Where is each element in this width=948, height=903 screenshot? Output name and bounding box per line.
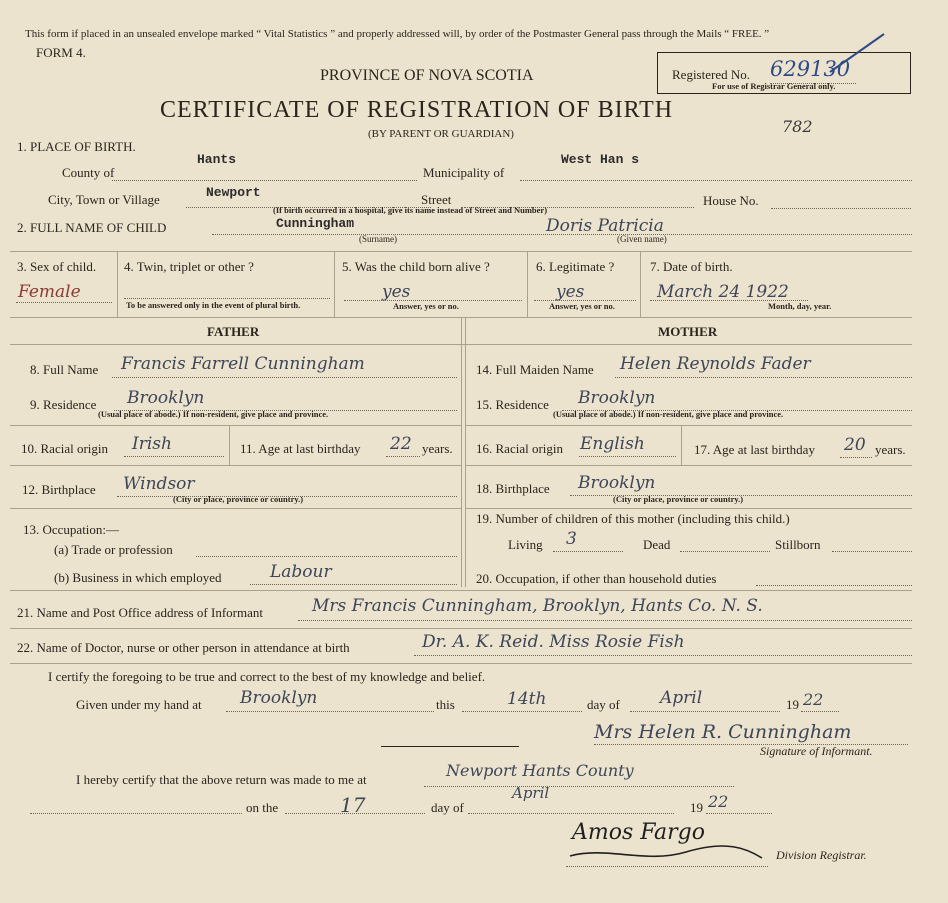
date-value: March 24 1922: [657, 282, 789, 302]
father-racial-value: Irish: [132, 434, 172, 454]
certify-day-of-label: day of: [587, 697, 620, 712]
mother-residence-label: 15. Residence: [476, 397, 549, 412]
surname-note: (Surname): [359, 234, 397, 244]
child-surname: Cunningham: [276, 216, 355, 231]
registered-number: 629130: [770, 57, 851, 81]
mother-age-unit: years.: [875, 442, 906, 457]
father-birthplace-value: Windsor: [123, 474, 195, 494]
father-business-label: (b) Business in which employed: [54, 570, 222, 585]
certify-statement: I certify the foregoing to be true and correct to the best of my knowledge and belief.: [48, 669, 486, 684]
registrar-statement: I hereby certify that the above return was made to me at: [76, 772, 367, 787]
informant-signature-label: Signature of Informant.: [760, 744, 873, 758]
father-residence-value: Brooklyn: [127, 388, 205, 408]
registered-label: Registered No.: [672, 67, 750, 82]
check-stroke-icon: [826, 30, 888, 76]
mother-racial-value: English: [580, 434, 645, 454]
house-label: House No.: [703, 193, 759, 208]
doctor-value: Dr. A. K. Reid. Miss Rosie Fish: [422, 632, 685, 652]
doctor-label: 22. Name of Doctor, nurse or other person in attendance at birth: [17, 640, 350, 655]
street-label: Street: [421, 192, 452, 207]
father-birthplace-label: 12. Birthplace: [22, 482, 96, 497]
mother-birthplace-value: Brooklyn: [578, 473, 656, 493]
city-value: Newport: [206, 185, 261, 200]
father-age-unit: years.: [422, 441, 453, 456]
certify-day-value: 14th: [507, 689, 547, 709]
mother-heading: MOTHER: [658, 324, 718, 339]
mother-birthplace-label: 18. Birthplace: [476, 481, 550, 496]
province-heading: PROVINCE OF NOVA SCOTIA: [320, 67, 534, 84]
certify-year-prefix: 19: [786, 697, 799, 712]
child-name-label: 2. FULL NAME OF CHILD: [17, 220, 167, 235]
mother-children-label: 19. Number of children of this mother (including this child.): [476, 511, 790, 526]
father-trade-label: (a) Trade or profession: [54, 542, 173, 557]
legitimate-note: Answer, yes or no.: [549, 301, 615, 311]
alive-note: Answer, yes or no.: [393, 301, 459, 311]
mail-notice: This form if placed in an unsealed envelope marked “ Vital Statistics ” and properly addressed will, by order of the Postmaster General pass through the Mails “ FREE. ”: [25, 28, 770, 40]
father-residence-label: 9. Residence: [30, 397, 97, 412]
given-place-value: Brooklyn: [240, 688, 318, 708]
city-label: City, Town or Village: [48, 192, 160, 207]
mother-name-label: 14. Full Maiden Name: [476, 362, 594, 377]
registrar-month-value: April: [512, 784, 550, 802]
registrar-place-value: Newport Hants County: [446, 761, 634, 780]
informant-label: 21. Name and Post Office address of Informant: [17, 605, 263, 620]
father-occupation-label: 13. Occupation:—: [23, 522, 120, 537]
registrar-signature: Amos Fargo: [572, 820, 706, 845]
father-birthplace-note: (City or place, province or country.): [173, 494, 304, 504]
mother-residence-value: Brooklyn: [578, 388, 656, 408]
sex-value: Female: [18, 282, 81, 302]
certificate-subtitle: (BY PARENT OR GUARDIAN): [368, 128, 514, 140]
child-given-name: Doris Patricia: [546, 216, 664, 236]
registrar-note: For use of Registrar General only.: [712, 81, 836, 91]
certificate-title: CERTIFICATE OF REGISTRATION OF BIRTH: [160, 97, 674, 123]
mother-age-label: 17. Age at last birthday: [694, 442, 815, 457]
father-age-label: 11. Age at last birthday: [240, 441, 361, 456]
mother-occupation-label: 20. Occupation, if other than household duties: [476, 571, 717, 586]
mother-birthplace-note: (City or place, province or country.): [613, 494, 744, 504]
registrar-day-value: 17: [340, 793, 366, 817]
father-age-value: 22: [390, 434, 412, 454]
registrar-year-prefix: 19: [690, 800, 703, 815]
informant-signature: Mrs Helen R. Cunningham: [594, 721, 852, 743]
registrar-year-value: 22: [708, 792, 729, 811]
legitimate-value: yes: [556, 282, 585, 302]
county-label: County of: [62, 165, 115, 180]
father-business-value: Labour: [270, 562, 332, 582]
twin-label: 4. Twin, triplet or other ?: [124, 259, 254, 274]
mother-residence-note: (Usual place of abode.) If non-resident, give place and province.: [553, 409, 784, 419]
this-label: this: [436, 697, 455, 712]
alive-label: 5. Was the child born alive ?: [342, 259, 490, 274]
date-note: Month, day, year.: [768, 301, 832, 311]
alive-value: yes: [382, 282, 411, 302]
father-heading: FATHER: [207, 324, 260, 339]
signature-flourish-icon: [566, 842, 766, 866]
father-name-label: 8. Full Name: [30, 362, 99, 377]
date-label: 7. Date of birth.: [650, 259, 733, 274]
informant-value: Mrs Francis Cunningham, Brooklyn, Hants Co. N. S.: [312, 596, 763, 616]
corner-mark: 782: [782, 117, 813, 136]
street-note: (If birth occurred in a hospital, give its name instead of Street and Number): [273, 205, 548, 215]
stillborn-label: Stillborn: [775, 537, 821, 552]
place-heading: 1. PLACE OF BIRTH.: [17, 139, 136, 154]
living-value: 3: [566, 529, 577, 549]
father-residence-note: (Usual place of abode.) If non-resident, give place and province.: [98, 409, 329, 419]
given-under-label: Given under my hand at: [76, 697, 202, 712]
twin-note: To be answered only in the event of plural birth.: [126, 300, 301, 310]
certify-month-value: April: [660, 688, 703, 708]
mother-racial-label: 16. Racial origin: [476, 441, 564, 456]
dead-label: Dead: [643, 537, 671, 552]
certify-year-value: 22: [803, 690, 824, 709]
living-label: Living: [508, 537, 543, 552]
mother-age-value: 20: [844, 435, 866, 455]
municipality-value: West Han s: [561, 152, 640, 167]
municipality-label: Municipality of: [423, 165, 505, 180]
given-note: (Given name): [617, 234, 667, 244]
registrar-day-of-label: day of: [431, 800, 464, 815]
county-value: Hants: [197, 152, 237, 167]
father-name-value: Francis Farrell Cunningham: [121, 354, 365, 374]
mother-name-value: Helen Reynolds Fader: [620, 354, 811, 374]
father-racial-label: 10. Racial origin: [21, 441, 109, 456]
registrar-signature-label: Division Registrar.: [776, 848, 867, 862]
sex-label: 3. Sex of child.: [17, 259, 97, 274]
on-the-label: on the: [246, 800, 279, 815]
legitimate-label: 6. Legitimate ?: [536, 259, 615, 274]
form-number: FORM 4.: [36, 45, 86, 60]
